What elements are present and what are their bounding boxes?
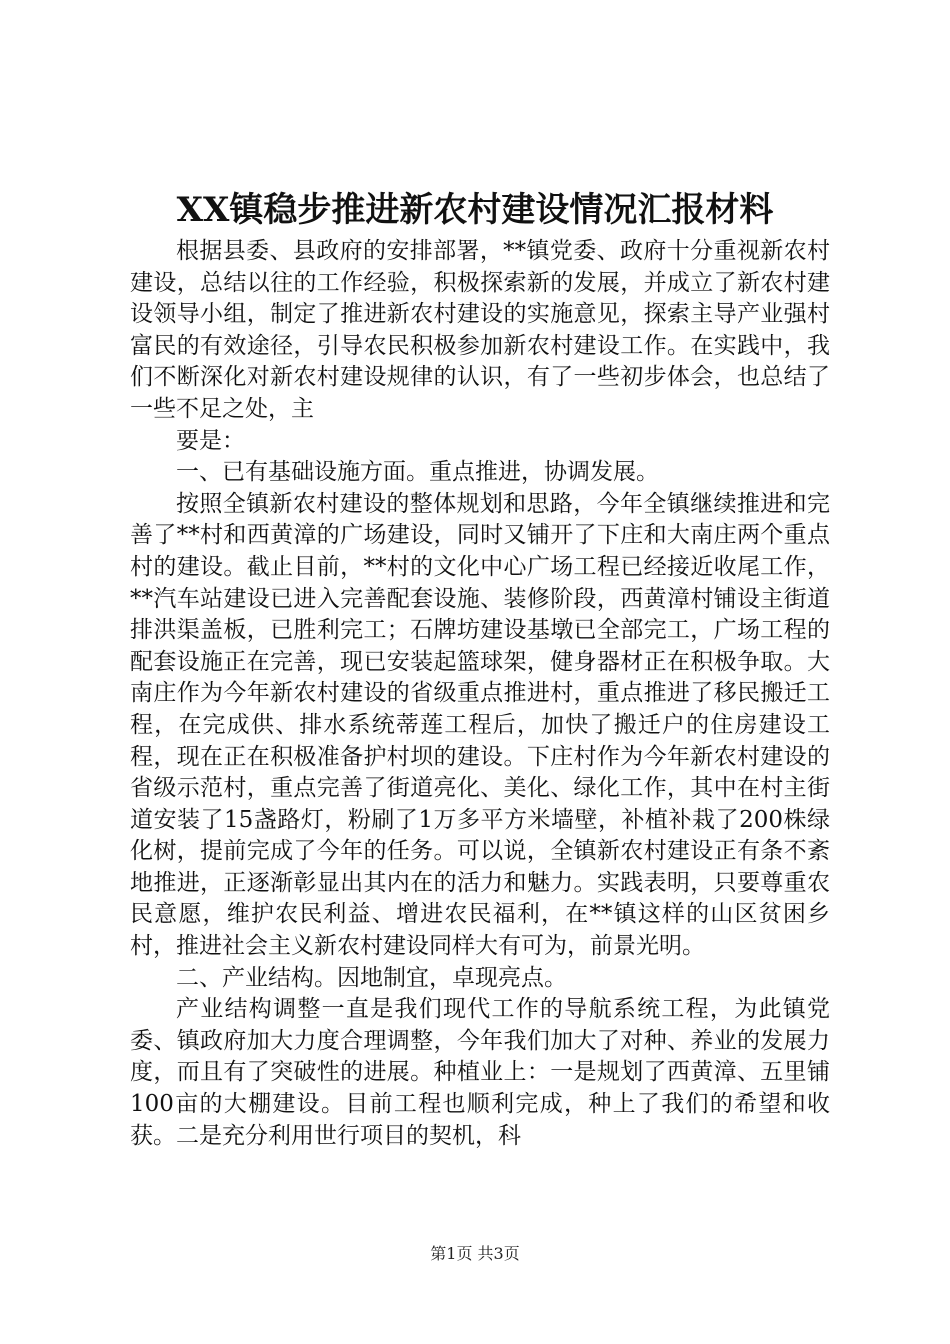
paragraph-intro: 根据县委、县政府的安排部署，**镇党委、政府十分重视新农村建设，总结以往的工作经验，积极探索新的发展，并成立了新农村建设领导小组，制定了推进新农村建设的实施意见，探索主导产业强村富民的有效途径，引导农民积极参加新农村建设工作。在实践中，我们不断深化对新农村建设规律的认识，有了一些初步体会，也总结了一些不足之处，主: [130, 238, 830, 422]
document-body: [130, 236, 830, 1152]
section-heading-infrastructure: 一、已有基础设施方面。重点推进，协调发展。: [176, 459, 659, 486]
page-number-footer: 第1页 共3页: [430, 1244, 520, 1263]
paragraph-industry: 产业结构调整一直是我们现代工作的导航系统工程，为此镇党委、镇政府加大力度合理调整，今年我们加大了对种、养业的发展力度，而且有了突破性的进展。种植业上：一是规划了西黄漳、五里铺100亩的大棚建设。目前工程也顺利完成，种上了我们的希望和收获。二是充分利用世行项目的契机，科: [130, 996, 830, 1149]
section-heading-industry: 二、产业结构。因地制宜，卓现亮点。: [176, 964, 567, 991]
paragraph-intro-continued: 要是：: [176, 427, 245, 454]
document-title: XX镇稳步推进新农村建设情况汇报材料: [176, 190, 774, 230]
paragraph-infrastructure: 按照全镇新农村建设的整体规划和思路，今年全镇继续推进和完善了**村和西黄漳的广场建设，同时又铺开了下庄和大南庄两个重点村的建设。截止目前，**村的文化中心广场工程已经接近收尾工作，**汽车站建设已进入完善配套设施、装修阶段，西黄漳村铺设主街道排洪渠盖板，已胜利完工；石牌坊建设基墩已全部完工，广场工程的配套设施正在完善，现已安装起篮球架，健身器材正在积极争取。大南庄作为今年新农村建设的省级重点推进村，重点推进了移民搬迁工程，在完成供、排水系统蒂莲工程后，加快了搬迁户的住房建设工程，现在正在积极准备护村坝的建设。下庄村作为今年新农村建设的省级示范村，重点完善了街道亮化、美化、绿化工作，其中在村主街道安装了15盏路灯，粉刷了1万多平方米墙壁，补植补栽了200株绿化树，提前完成了今年的任务。可以说，全镇新农村建设正有条不紊地推进，正逐渐彰显出其内在的活力和魅力。实践表明，只要尊重农民意愿，维护农民利益、增进农民福利，在**镇这样的山区贫困乡村，推进社会主义新农村建设同样大有可为，前景光明。: [130, 490, 830, 960]
